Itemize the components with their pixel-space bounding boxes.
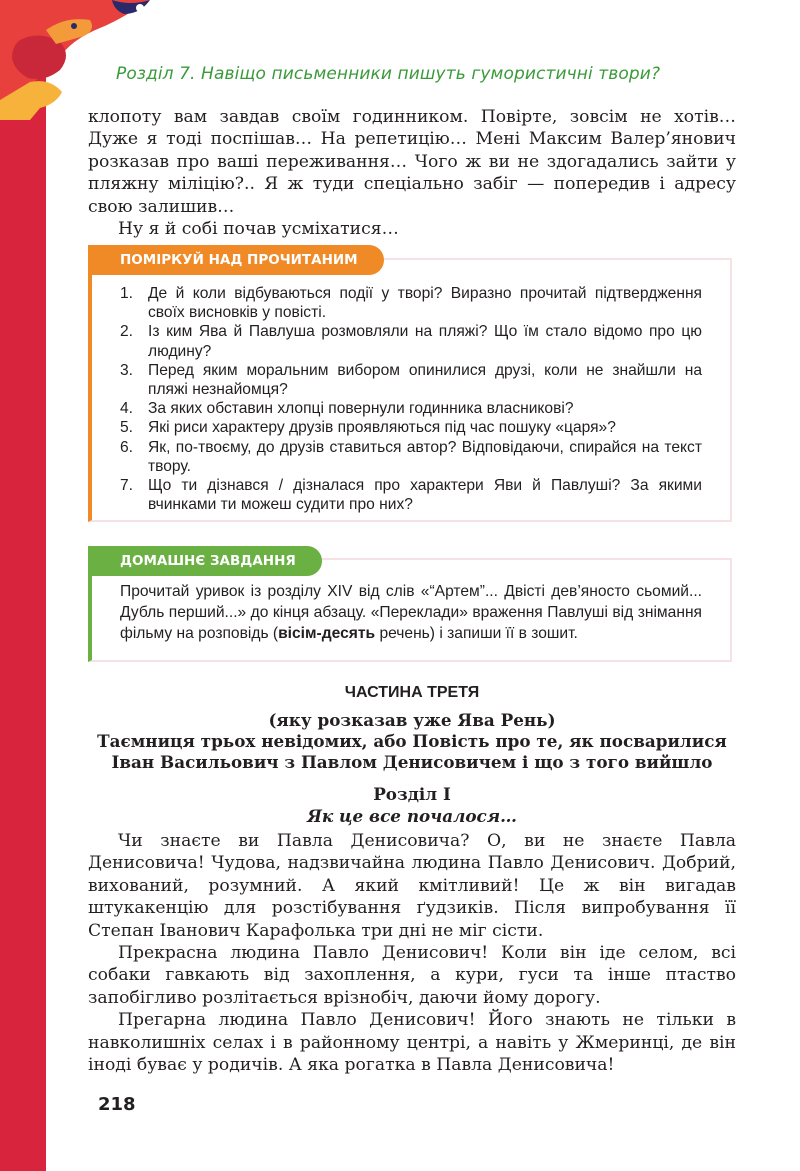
page-number: 218 bbox=[98, 1094, 136, 1115]
question-item: 6. Як, по-твоєму, до друзів ставиться автор? Відповідаючи, спирайся на текст твору. bbox=[120, 438, 702, 475]
homework-bold: вісім-десять bbox=[278, 624, 376, 642]
story-text bbox=[88, 830, 736, 1076]
homework-box-tab: ДОМАШНЄ ЗАВДАННЯ bbox=[88, 546, 322, 576]
intro-paragraph: Ну я й собі почав усміхатися… bbox=[118, 219, 399, 240]
intro-paragraph: клопоту вам завдав своїм годинником. Повірте, зовсім не хотів… Дуже я тоді поспішав… На репетицію… Мені Максим Валер’янович розказав про ваші переживання… Чого ж ви не здогадались зайти у пляжну міліцію?.. Я ж туди спеціально забіг — попередив і адресу свою залишив… bbox=[88, 107, 736, 217]
part-title: ЧАСТИНА ТРЕТЯ bbox=[344, 684, 480, 701]
intro-text bbox=[88, 106, 736, 240]
homework-text: Прочитай уривок із розділу XIV від слів «“Артем”... Двісті дев’яносто сьомий... Дубль перший...» до кінця абзацу. «Переклади» враження Павлуші від знімання фільму на розповідь (вісім-десять речень) і запиши її в зошит. bbox=[120, 583, 702, 642]
chapter-header: Розділ 7. Навіщо письменники пишуть гумористичні твори? bbox=[116, 64, 661, 84]
question-item: 2. Із ким Ява й Павлуша розмовляли на пляжі? Що їм стало відомо про цю людину? bbox=[120, 323, 702, 360]
left-margin-bar bbox=[0, 0, 46, 1171]
story-paragraph: Прегарна людина Павло Денисович! Його знають не тільки в навколишніх селах і в районному центрі, а навіть у Жмеринці, де він іноді буває у родичів. А яка рогатка в Павла Денисовича! bbox=[88, 1010, 736, 1076]
questions-list bbox=[120, 284, 702, 514]
decorative-illustration bbox=[0, 0, 190, 120]
story-paragraph: Прекрасна людина Павло Денисович! Коли він іде селом, всі собаки гавкають від захоплення, а кури, гуси та інше птаство запобігливо розлітається врізнобіч, даючи йому дорогу. bbox=[88, 943, 736, 1008]
story-paragraph: Чи знаєте ви Павла Денисовича? О, ви не знаєте Павла Денисовича! Чудова, надзвичайна людина Павло Денисович. Добрий, вихований, розумний. А який кмітливий! Це ж він вигадав штукакенцію для розстібування ґудзиків. Після випробування її Степан Іванович Карафолька три дні не міг сісти. bbox=[88, 831, 736, 941]
question-item: 4. За яких обставин хлопці повернули годинника власникові? bbox=[120, 400, 574, 418]
question-item: 1. Де й коли відбуваються події у творі? Виразно прочитай підтвердження своїх висновків у повісті. bbox=[120, 285, 702, 322]
chapter-title: Розділ І bbox=[373, 784, 451, 804]
chapter-subtitle: Як це все почалося… bbox=[307, 806, 517, 826]
reflect-box-tab: ПОМІРКУЙ НАД ПРОЧИТАНИМ bbox=[88, 245, 384, 275]
question-item: 7. Що ти дізнався / дізналася про характери Яви й Павлуші? За якими вчинками ти можеш судити про них? bbox=[120, 477, 702, 514]
question-item: 3. Перед яким моральним вибором опинилися друзі, коли не знайшли на пляжі незнайомця? bbox=[120, 361, 702, 399]
question-item: 5. Які риси характеру друзів проявляються під час пошуку «царя»? bbox=[120, 419, 616, 437]
part-subtitle: (яку розказав уже Ява Рень) Таємниця трьох невідомих, або Повість про те, як посварилися Іван Васильович з Павлом Денисовичем і що з того вийшло bbox=[97, 710, 727, 772]
